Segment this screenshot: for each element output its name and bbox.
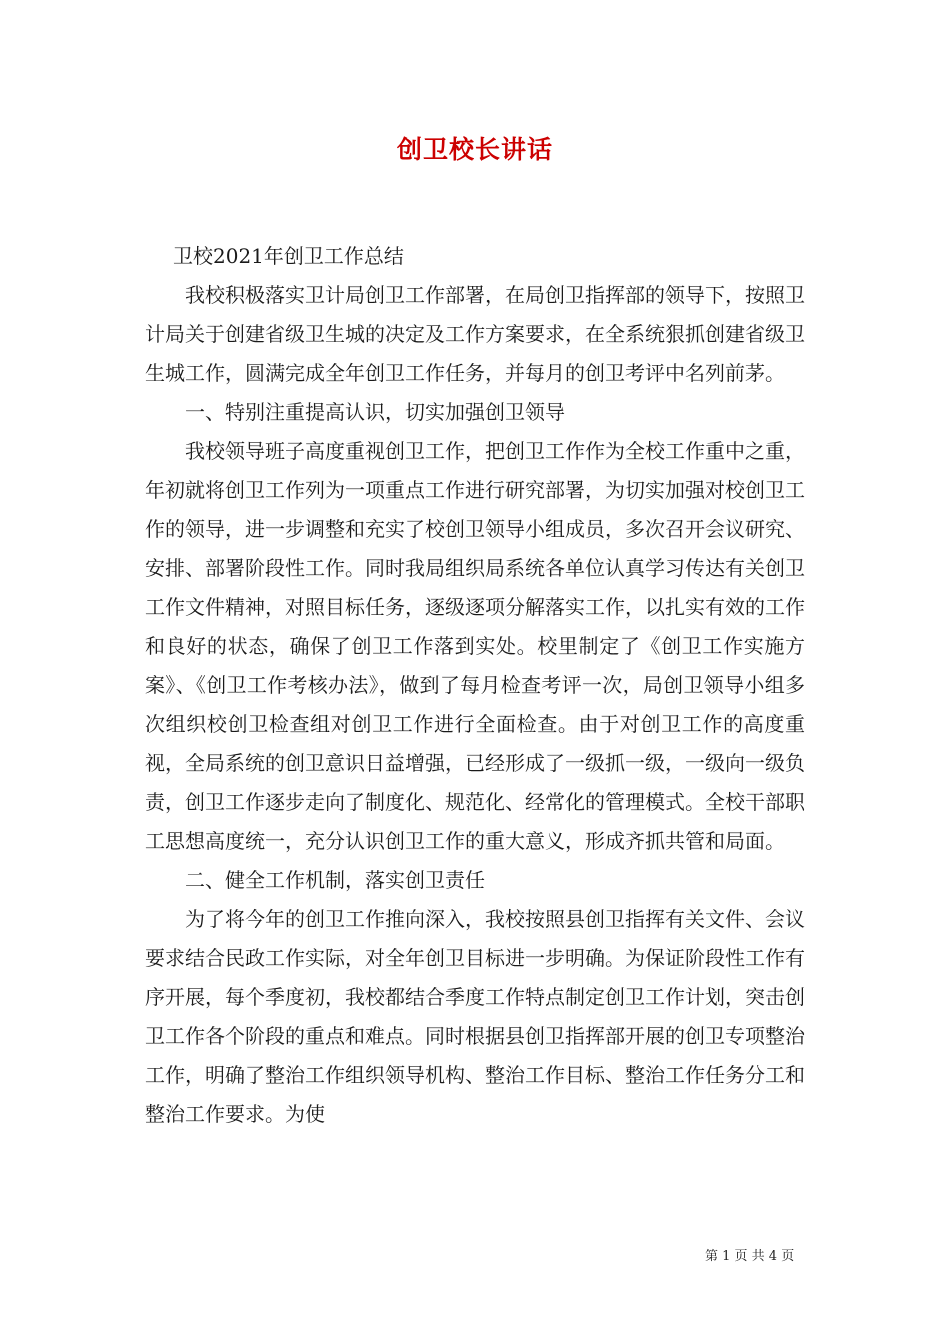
- page-title: 创卫校长讲话: [396, 135, 553, 164]
- page-number-footer: 第 1 页 共 4 页: [705, 1249, 795, 1264]
- section-2-paragraph: 为了将今年的创卫工作推向深入，我校按照县创卫指挥有关文件、会议要求结合民政工作实际，对全年创卫目标进一步明确。为保证阶段性工作有序开展，每个季度初，我校都结合季度工作特点制定创卫工作计划，突击创卫工作各个阶段的重点和难点。同时根据县创卫指挥部开展的创卫专项整治工作，明确了整治工作组织领导机构、整治工作目标、整治工作任务分工和整治工作要求。为使: [145, 907, 805, 1126]
- document-body: [145, 237, 805, 1134]
- document-subtitle: 卫校2021年创卫工作总结: [173, 244, 404, 268]
- section-1-paragraph: 我校领导班子高度重视创卫工作，把创卫工作作为全校工作重中之重，年初就将创卫工作列为一项重点工作进行研究部署，为切实加强对校创卫工作的领导，进一步调整和充实了校创卫领导小组成员，多次召开会议研究、安排、部署阶段性工作。同时我局组织局系统各单位认真学习传达有关创卫工作文件精神，对照目标任务，逐级逐项分解落实工作，以扎实有效的工作和良好的状态，确保了创卫工作落到实处。校里制定了《创卫工作实施方案》、《创卫工作考核办法》，做到了每月检查考评一次，局创卫领导小组多次组织校创卫检查组对创卫工作进行全面检查。由于对创卫工作的高度重视，全局系统的创卫意识日益增强，已经形成了一级抓一级，一级向一级负责，创卫工作逐步走向了制度化、规范化、经常化的管理模式。全校干部职工思想高度统一，充分认识创卫工作的重大意义，形成齐抓共管和局面。: [145, 439, 805, 853]
- section-heading-2: 二、健全工作机制，落实创卫责任: [185, 868, 485, 892]
- intro-paragraph: 我校积极落实卫计局创卫工作部署，在局创卫指挥部的领导下，按照卫计局关于创建省级卫生城的决定及工作方案要求，在全系统狠抓创建省级卫生城工作，圆满完成全年创卫工作任务，并每月的创卫考评中名列前茅。: [145, 283, 805, 385]
- section-heading-1: 一、特别注重提高认识，切实加强创卫领导: [185, 400, 565, 424]
